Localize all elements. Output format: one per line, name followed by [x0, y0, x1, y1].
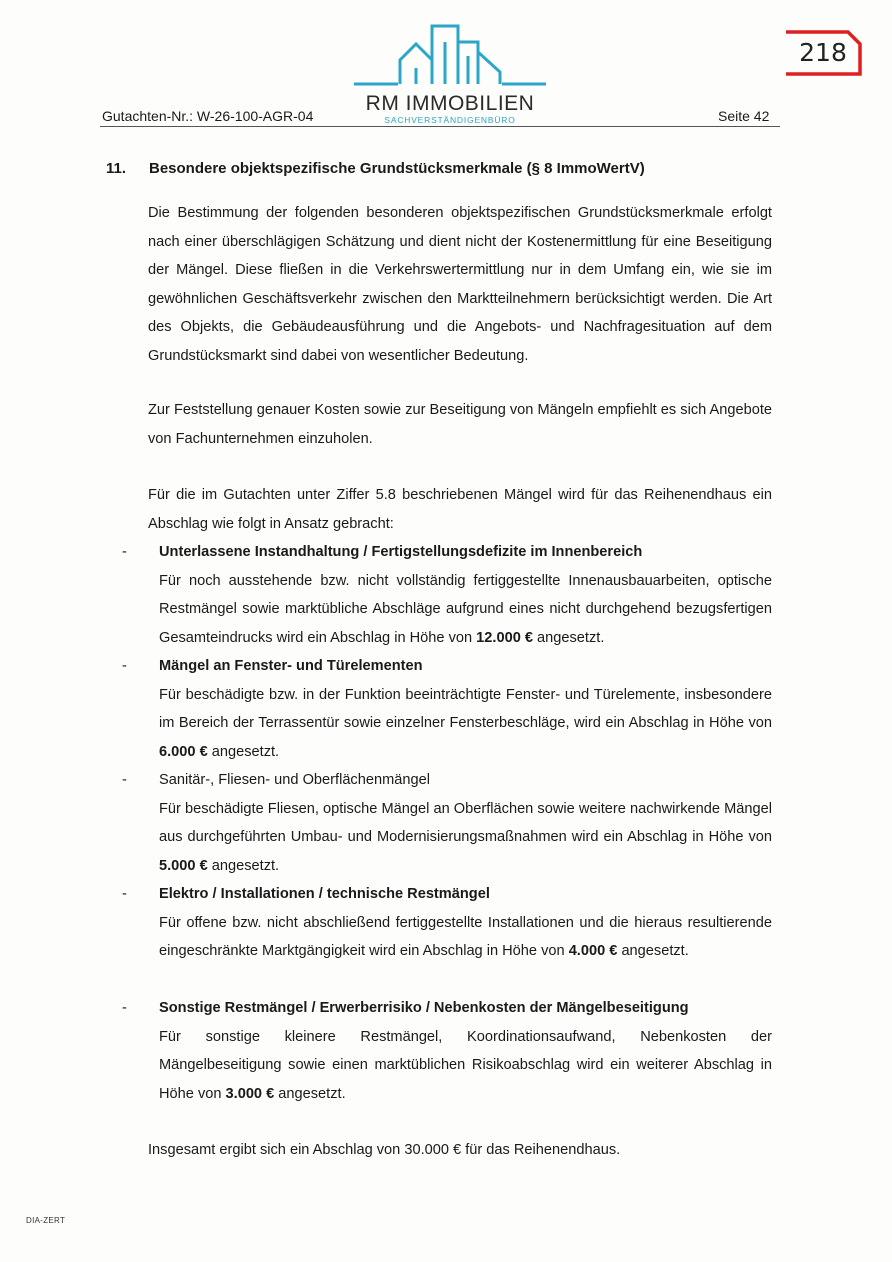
item-description: Für offene bzw. nicht abschließend fertiggestellte Installationen und die hieraus resultierende eingeschränkte Marktgängigkeit wird ein Abschlag in Höhe von 4.000 € angesetzt.	[159, 914, 772, 960]
item-amount: 6.000 €	[159, 743, 208, 760]
item-title: Sonstige Restmängel / Erwerberrisiko / Nebenkosten der Mängelbeseitigung	[159, 1000, 689, 1016]
summary-paragraph: Insgesamt ergibt sich ein Abschlag von 30.000 € für das Reihenendhaus.	[148, 1142, 621, 1158]
report-reference: Gutachten-Nr.: W-26-100-AGR-04	[102, 108, 314, 124]
list-bullet: -	[122, 1000, 127, 1016]
header-divider	[100, 126, 780, 127]
item-description: Für sonstige kleinere Restmängel, Koordinationsaufwand, Nebenkosten der Mängelbeseitigung sowie einen marktüblichen Risikoabschlag wird ein weiterer Abschlag in Höhe von 3.000 € angesetzt.	[159, 1028, 772, 1102]
item-title: Mängel an Fenster- und Türelementen	[159, 658, 423, 674]
item-amount: 5.000 €	[159, 857, 208, 874]
stamp-number: 218	[799, 38, 847, 67]
company-logo	[352, 20, 548, 130]
item-title: Elektro / Installationen / technische Restmängel	[159, 886, 490, 902]
item-amount: 4.000 €	[568, 943, 618, 960]
section-number: 11.	[106, 160, 127, 177]
item-amount: 12.000 €	[476, 629, 533, 646]
section-heading	[106, 160, 645, 177]
logo-wordmark: RM IMMOBILIEN	[365, 92, 535, 115]
footer-mark: DIA-ZERT	[26, 1216, 66, 1225]
recommendation-paragraph: Zur Feststellung genauer Kosten sowie zur Beseitigung von Mängeln empfiehlt es sich Angebote von Fachunternehmen einzuholen.	[148, 402, 772, 447]
page-number: Seite 42	[718, 108, 770, 124]
list-bullet: -	[122, 772, 127, 788]
list-bullet: -	[122, 658, 127, 674]
deduction-intro-paragraph: Für die im Gutachten unter Ziffer 5.8 beschriebenen Mängel wird für das Reihenendhaus ein Abschlag wie folgt in Ansatz gebracht:	[148, 487, 772, 532]
intro-paragraph: Die Bestimmung der folgenden besonderen objektspezifischen Grundstücksmerkmale erfolgt nach einer überschlägigen Schätzung und dient nicht der Kostenermittlung für eine Beseitigung der Mängel. Diese fließen in die Verkehrswertermittlung nur in dem Umfang ein, wie sie im gewöhnlichen Geschäftsverkehr zwischen den Marktteilnehmern berücksichtigt werden. Die Art des Objekts, die Gebäudeausführung und die Angebots- und Nachfragesituation auf dem Grundstücksmarkt sind dabei von wesentlicher Bedeutung.	[148, 205, 772, 364]
item-description: Für beschädigte Fliesen, optische Mängel an Oberflächen sowie weitere nachwirkende Mängel aus durchgeführten Umbau- und Modernisierungsmaßnahmen wird ein Abschlag in Höhe von 5.000 € angesetzt.	[159, 800, 772, 874]
item-title: Unterlassene Instandhaltung / Fertigstellungsdefizite im Innenbereich	[159, 544, 643, 560]
logo-subtitle: SACHVERSTÄNDIGENBÜRO	[384, 115, 516, 125]
list-bullet: -	[122, 886, 127, 902]
item-description: Für noch ausstehende bzw. nicht vollständig fertiggestellte Innenausbauarbeiten, optische Restmängel sowie marktübliche Abschläge aufgrund eines nicht durchgehend bezugsfertigen Gesamteindrucks wird ein Abschlag in Höhe von 12.000 € angesetzt.	[159, 572, 772, 646]
item-amount: 3.000 €	[225, 1085, 275, 1102]
buildings-logo-icon	[352, 20, 548, 92]
item-title: Sanitär-, Fliesen- und Oberflächenmängel	[159, 772, 430, 788]
section-title: Besondere objektspezifische Grundstücksmerkmale (§ 8 ImmoWertV)	[149, 160, 645, 177]
item-description: Für beschädigte bzw. in der Funktion beeinträchtigte Fenster- und Türelemente, insbesondere im Bereich der Terrassentür sowie einzelner Fensterbeschläge, wird ein Abschlag in Höhe von 6.000 € angesetzt.	[159, 686, 772, 760]
list-bullet: -	[122, 544, 127, 560]
